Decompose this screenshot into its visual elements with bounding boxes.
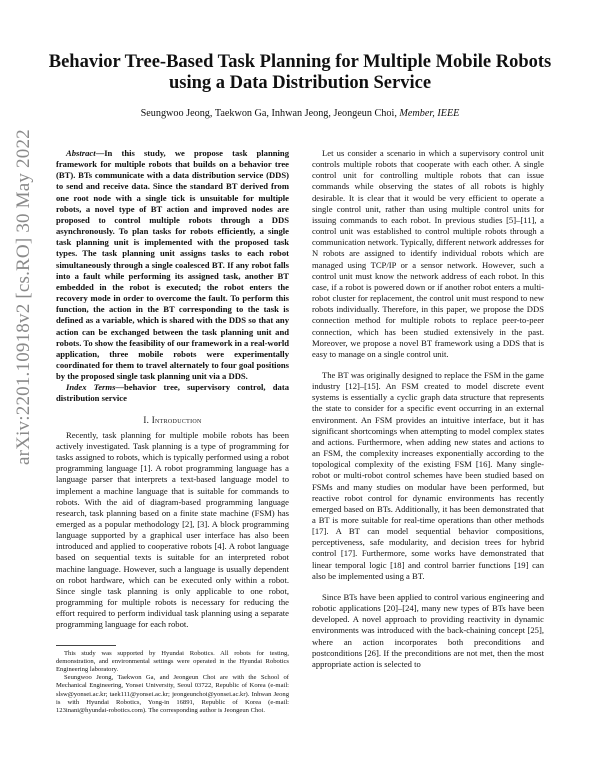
abstract-label: Abstract xyxy=(66,148,96,158)
intro-paragraph: Recently, task planning for multiple mobile robots has been actively investigated. Task planning is a type of programming for tasks assigned to robots, which is typically performed using a robot programming language [1]. A robot programming language has a language parser that interprets a text-based language model to implement a machine language that is suitable for commands to robots. With the aid of diagram-based programming language research, task planning based on a finite state machine (FSM) has emerged as a popular methodology [2], [3]. A block programming language supported by a graphical user interface has also been introduced and applied to cooperative robots [4]. A robot language based on sequential texts is suitable for an interpreted robot machine language. However, such a language is usually dependent on robot hardware, which can be executed only within a robot. Since single task planning is only applicable to one robot, programming for multiple robots is necessary for reducing the effort required to perform individual task planning using a separate programming language for each robot. xyxy=(56,429,289,630)
author-role: Member, IEEE xyxy=(399,108,460,119)
abstract xyxy=(56,148,289,382)
body-paragraph: Let us consider a scenario in which a supervisory control unit controls multiple robots that cooperate with each other. A single control unit for controlling multiple robots that can issue commands while observing the states of all robots is highly desirable. It is clear that it would be very efficient to operate a single control unit, rather than using multiple control units for issuing commands to each robot. In previous studies [5]–[11], a control unit was established to control multiple robots through a communication network. Typically, different network addresses for N robots are assigned to identify individual robots which are managed using TCP/IP or a sensor network. However, such a control unit must know the network address of each robot. In this case, if a robot is powered down or if another robot enters a multi-robot cluster for replacement, the control unit must respond to new robots individually. Therefore, in this paper, we propose the DDS connection method for multiple robots to replace peer-to-peer connection, which has been studied extensively in the past. Moreover, we propose a novel BT framework using a DDS that is easy to manage on a single control unit. xyxy=(312,148,544,359)
left-column xyxy=(56,148,289,715)
right-column xyxy=(312,148,544,672)
abstract-text: —In this study, we propose task planning framework for multiple robots that builds on a behavior tree (BT). BTs communicate with a data distribution service (DDS) to send and receive data. Since the standard BT derived from one root node with a single tick is unsuitable for multiple robots, a novel type of BT action and improved nodes are proposed to control multiple robots through a DDS asynchronously. To plan tasks for robots efficiently, a single task planning unit is implemented with the proposed task types. The task planning unit assigns tasks to each robot simultaneously through a single coalesced BT. If any robot falls into a fault while performing its assigned task, another BT embedded in the robot is executed; the robot enters the recovery mode in order to overcome the fault. To perform this function, the action in the BT corresponding to the task is defined as a variable, which is shared with the DDS so that any action can be exchanged between the task planning unit and robots. To show the feasibility of our framework in a real-world application, three mobile robots were experimentally coordinated for them to travel alternately to four goal positions by the proposed single task planning unit via a DDS. xyxy=(56,148,289,382)
footnote-affiliations: Seungwoo Jeong, Taekwon Ga, and Jeongeun Choi are with the School of Mechanical Engineering, Yonsei University, Seoul 03722, Republic of Korea (e-mail: slsw@yonsei.ac.kr; taek111@yonsei.ac.kr; jeongeunchoi@yonsei.ac.kr). Inhwan Jeong is with Hyundai Robotics, Yong-in 16891, Republic of Korea (e-mail: 123inani@hyundai-robotics.com). The corresponding author is Jeongeun Choi. xyxy=(56,674,289,714)
body-paragraph: The BT was originally designed to replace the FSM in the game industry [12]–[15]. An FSM created to model discrete event systems is essentially a cyclic graph data structure that represents the state to consider for a specific event occurring in an external environment. An FSM provides an intuitive interface, but it has significant shortcomings when attempting to model complex states and actions. Furthermore, when adding new states and actions to an FSM, the complexity increases exponentially according to the topological complexity of the existing FSM [16]. Many single-robot or multi-robot control schemes have been studied based on FSMs and many studies on modular have been performed, but reactive robot control for dynamic environments has recently emerged based on BTs. Additionally, it has been demonstrated that a BT is more suitable for real-time operations than other methods [17]. A BT can model sequential behavior compositions, perceptiveness, safe modularity, and decision trees for hybrid control [17]. Furthermore, some works have demonstrated that linear temporal logic [18] and control barrier functions [19] can also be implemented using a BT. xyxy=(312,369,544,581)
arxiv-stamp: arXiv:2201.10918v2 [cs.RO] 30 May 2022 xyxy=(13,129,34,465)
index-terms-label: Index Terms xyxy=(66,382,116,393)
index-terms-text: —behavior tree, supervisory control, data distribution service xyxy=(56,382,290,404)
footnote-rule xyxy=(56,645,116,646)
paragraph-gap xyxy=(312,362,544,370)
footnote-funding: This study was supported by Hyundai Robotics. All robots for testing, demonstration, and environmental settings were operated in the Hyundai Robotics Engineering laboratory. xyxy=(56,649,289,673)
body-paragraph: Since BTs have been applied to control various engineering and robotic applications [20]–[24], many new types of BTs have been developed. A novel approach to providing reactivity in dynamic environments was introduced with the back-chaining concept [25], where an action incorporates both preconditions and postconditions [26]. If the preconditions are not met, then the most appropriate action is selected to xyxy=(312,591,544,669)
author-names: Seungwoo Jeong, Taekwon Ga, Inhwan Jeong, Jeongeun Choi, xyxy=(140,108,397,119)
paragraph-gap xyxy=(312,584,544,592)
section-heading: I. Introduction xyxy=(143,414,202,425)
author-line xyxy=(40,108,560,119)
paper-title: Behavior Tree-Based Task Planning for Multiple Mobile Robots using a Data Distribution Service xyxy=(48,52,552,93)
index-terms xyxy=(56,382,289,404)
